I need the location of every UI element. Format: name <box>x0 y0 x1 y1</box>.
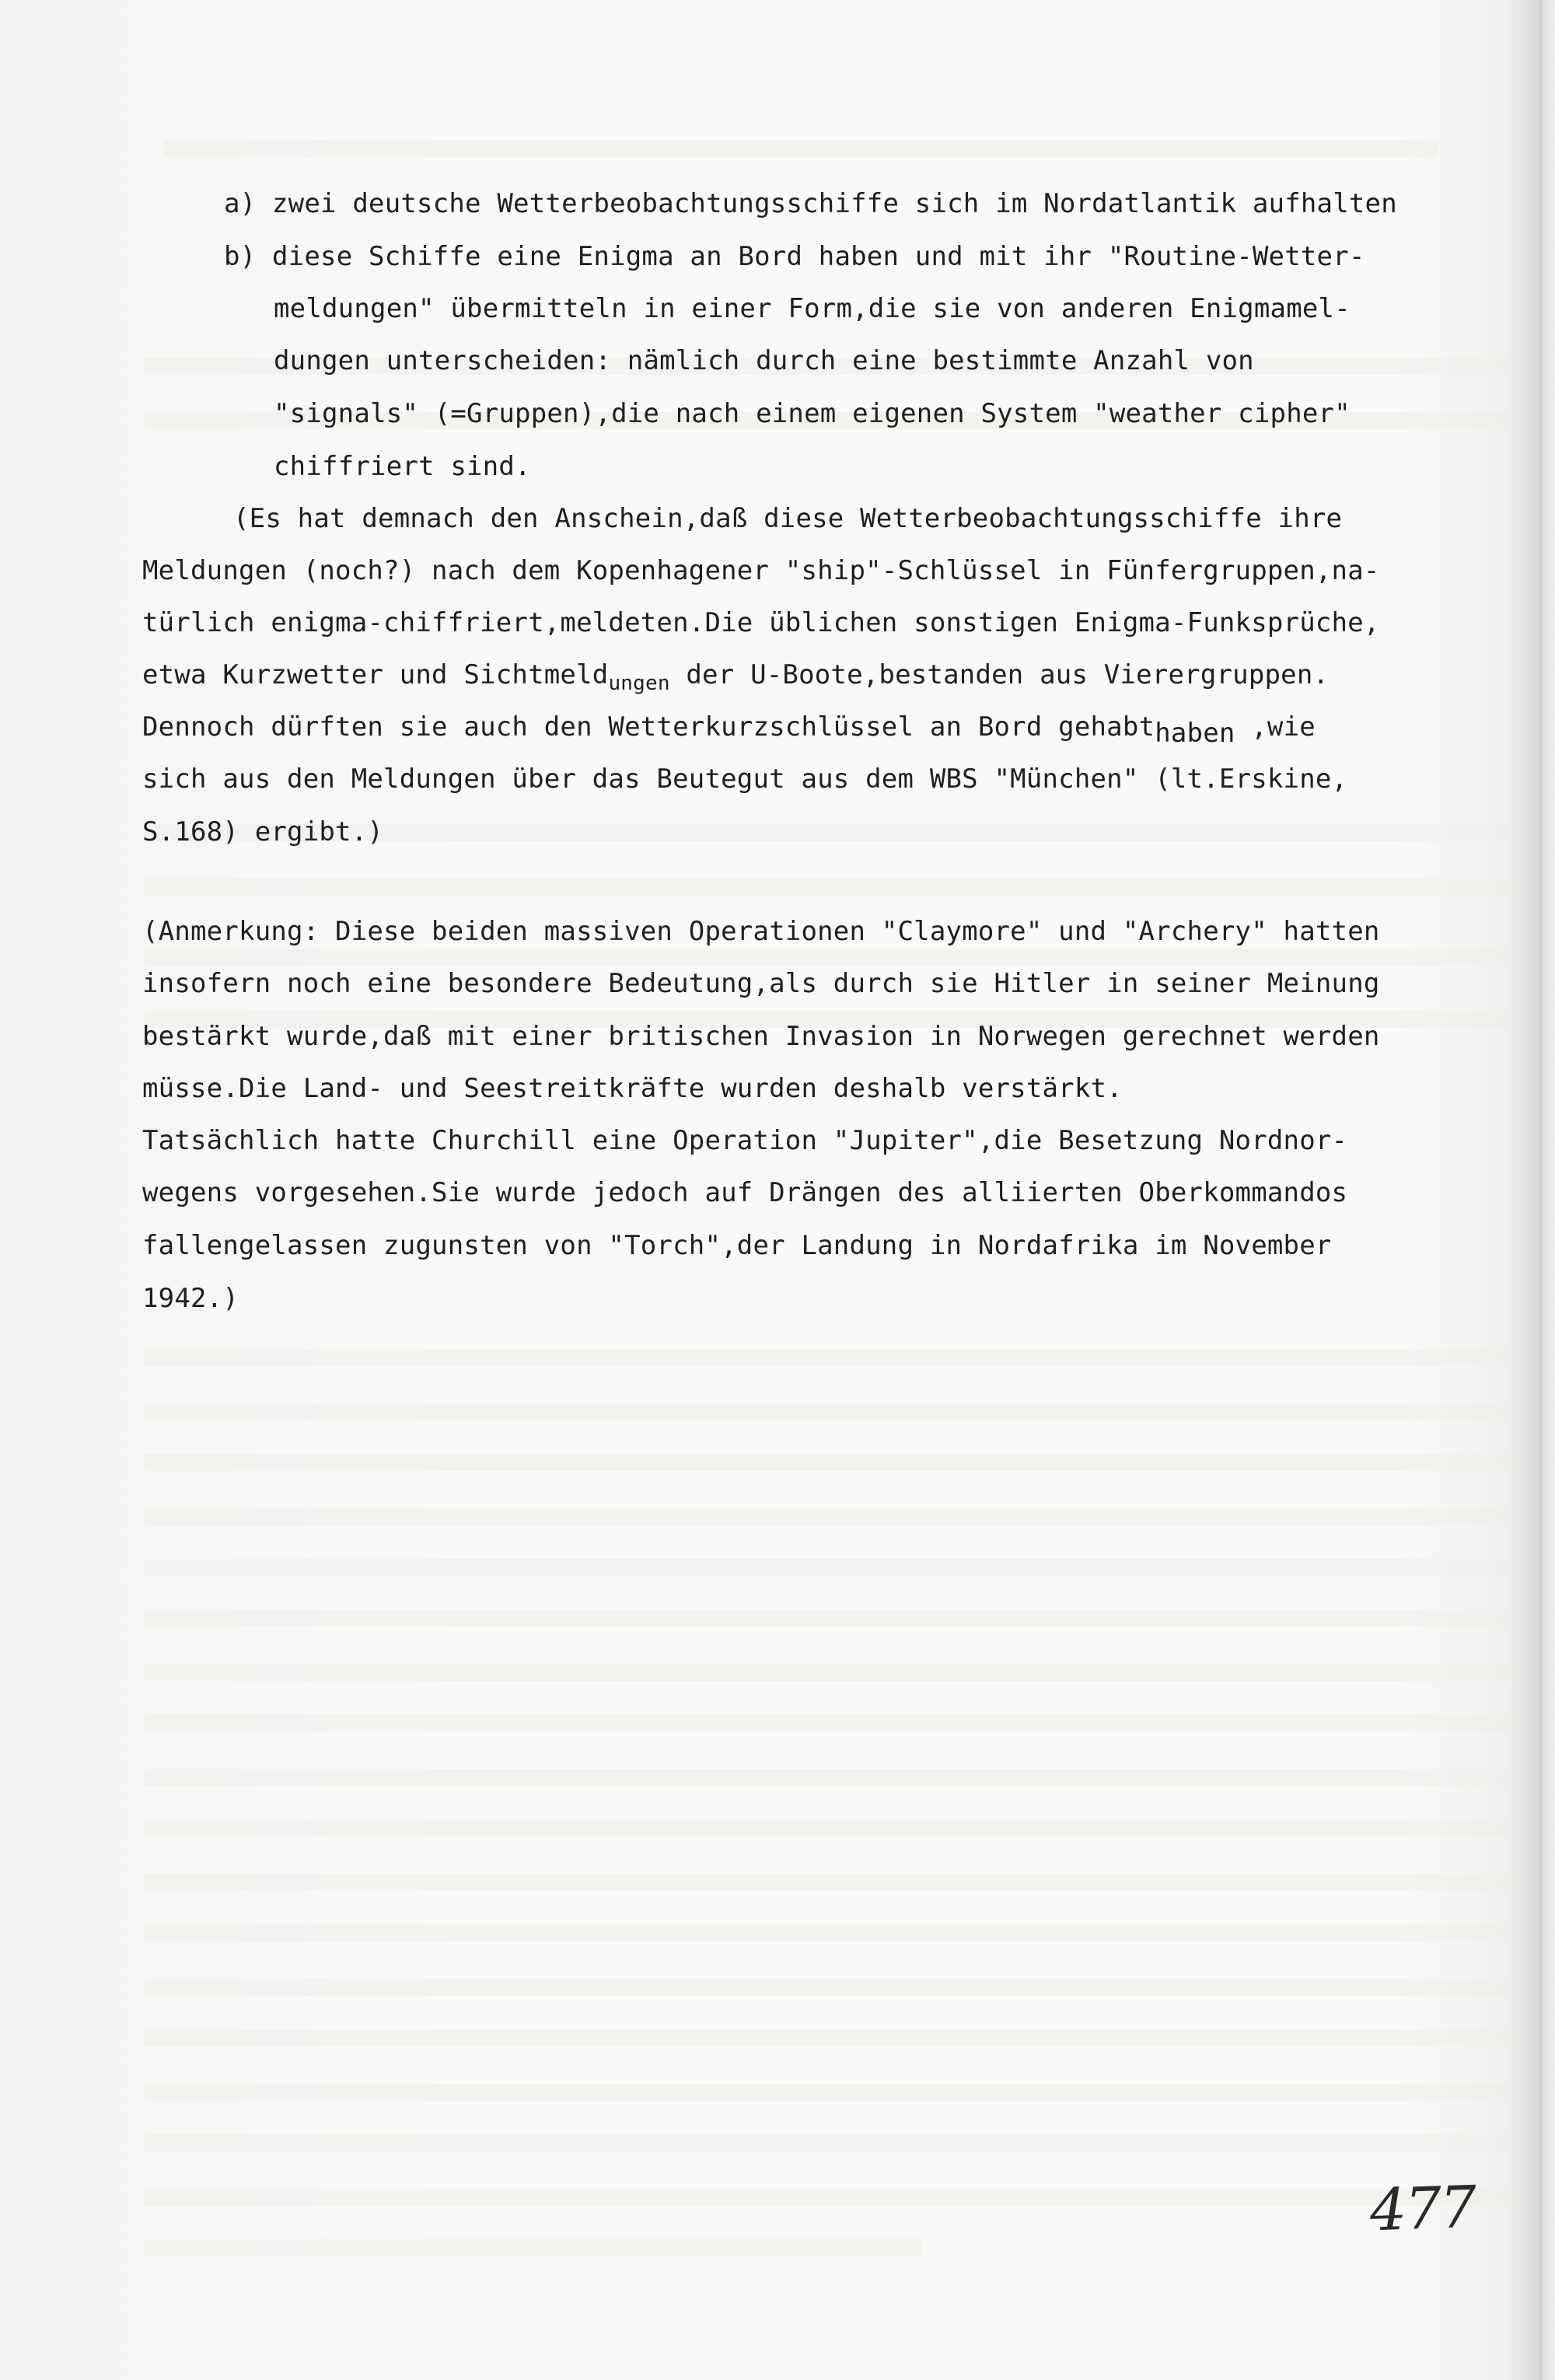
paragraph-line: türlich enigma-chiffriert,meldeten.Die üblichen sonstigen Enigma-Funksprüche, <box>142 607 1380 638</box>
bleed-through-line <box>144 1714 1512 1732</box>
text-segment: ,wie <box>1235 711 1316 743</box>
list-item-a: a) zwei deutsche Wetterbeobachtungsschiffe sich im Nordatlantik aufhalten <box>224 188 1397 219</box>
list-item-b-continuation: dungen unterscheiden: nämlich durch eine bestimmte Anzahl von <box>274 345 1254 376</box>
bleed-through-line <box>144 1979 1512 1996</box>
paragraph-line: Meldungen (noch?) nach dem Kopenhagener "ship"-Schlüssel in Fünfergruppen,na- <box>142 555 1380 586</box>
paragraph-line <box>142 659 1329 693</box>
note-line: (Anmerkung: Diese beiden massiven Operationen "Claymore" und "Archery" hatten <box>142 916 1380 947</box>
bleed-through-line <box>144 2239 921 2256</box>
bleed-through-line <box>144 1874 1512 1891</box>
list-item-b-continuation: chiffriert sind. <box>274 451 531 482</box>
list-item-b-continuation: meldungen" übermitteln in einer Form,die sie von anderen Enigmamel- <box>274 293 1351 324</box>
bleed-through-line <box>144 1454 1512 1471</box>
note-line: Tatsächlich hatte Churchill eine Operation "Jupiter",die Besetzung Nordnor- <box>142 1125 1348 1156</box>
bleed-through-line <box>144 1559 1512 1576</box>
note-line: wegens vorgesehen.Sie wurde jedoch auf Drängen des alliierten Oberkommandos <box>142 1177 1348 1208</box>
bleed-through-line <box>144 879 1512 896</box>
bleed-through-line <box>144 1819 1512 1837</box>
note-line: müsse.Die Land- und Seestreitkräfte wurden deshalb verstärkt. <box>142 1073 1123 1104</box>
bleed-through-line <box>144 1769 1512 1786</box>
list-item-b: b) diese Schiffe eine Enigma an Bord haben und mit ihr "Routine-Wetter- <box>224 241 1365 272</box>
inserted-text: ungen <box>608 672 670 695</box>
bleed-through-line <box>144 1508 1512 1526</box>
bleed-through-line <box>144 1403 1512 1421</box>
note-line: 1942.) <box>142 1283 239 1314</box>
inserted-text: haben <box>1155 718 1235 749</box>
note-line: fallengelassen zugunsten von "Torch",der Landung in Nordafrika im November <box>142 1230 1332 1261</box>
bleed-through-line <box>144 2134 1512 2151</box>
note-line: bestärkt wurde,daß mit einer britischen Invasion in Norwegen gerechnet werden <box>142 1021 1380 1052</box>
paragraph-line: sich aus den Meldungen über das Beutegut aus dem WBS "München" (lt.Erskine, <box>142 764 1348 795</box>
text-segment: etwa Kurzwetter und Sichtmeld <box>142 659 609 690</box>
page-edge-shadow <box>1540 0 1544 2380</box>
bleed-through-line <box>144 949 1512 966</box>
list-item-b-continuation: "signals" (=Gruppen),die nach einem eigenen System "weather cipher" <box>274 398 1351 429</box>
bleed-through-line <box>144 1609 1512 1627</box>
paragraph-line <box>142 711 1316 749</box>
paragraph-line: S.168) ergibt.) <box>142 816 384 848</box>
bleed-through-line <box>144 1664 1512 1681</box>
bleed-through-line <box>144 1924 1512 1941</box>
paragraph-line: (Es hat demnach den Anschein,daß diese Wetterbeobachtungsschiffe ihre <box>233 503 1343 534</box>
note-line: insofern noch eine besondere Bedeutung,als durch sie Hitler in seiner Meinung <box>142 968 1380 999</box>
bleed-through-line <box>163 140 1438 157</box>
bleed-through-line <box>144 1349 1512 1366</box>
bleed-through-line <box>144 2029 1512 2046</box>
bleed-through-line <box>144 2084 1512 2101</box>
bleed-through-line <box>144 2189 1512 2206</box>
text-segment: Dennoch dürften sie auch den Wetterkurzschlüssel an Bord gehabt <box>142 711 1155 743</box>
text-segment: der U-Boote,bestanden aus Vierergruppen. <box>669 659 1330 690</box>
page-number: 477 <box>1368 2173 1476 2245</box>
